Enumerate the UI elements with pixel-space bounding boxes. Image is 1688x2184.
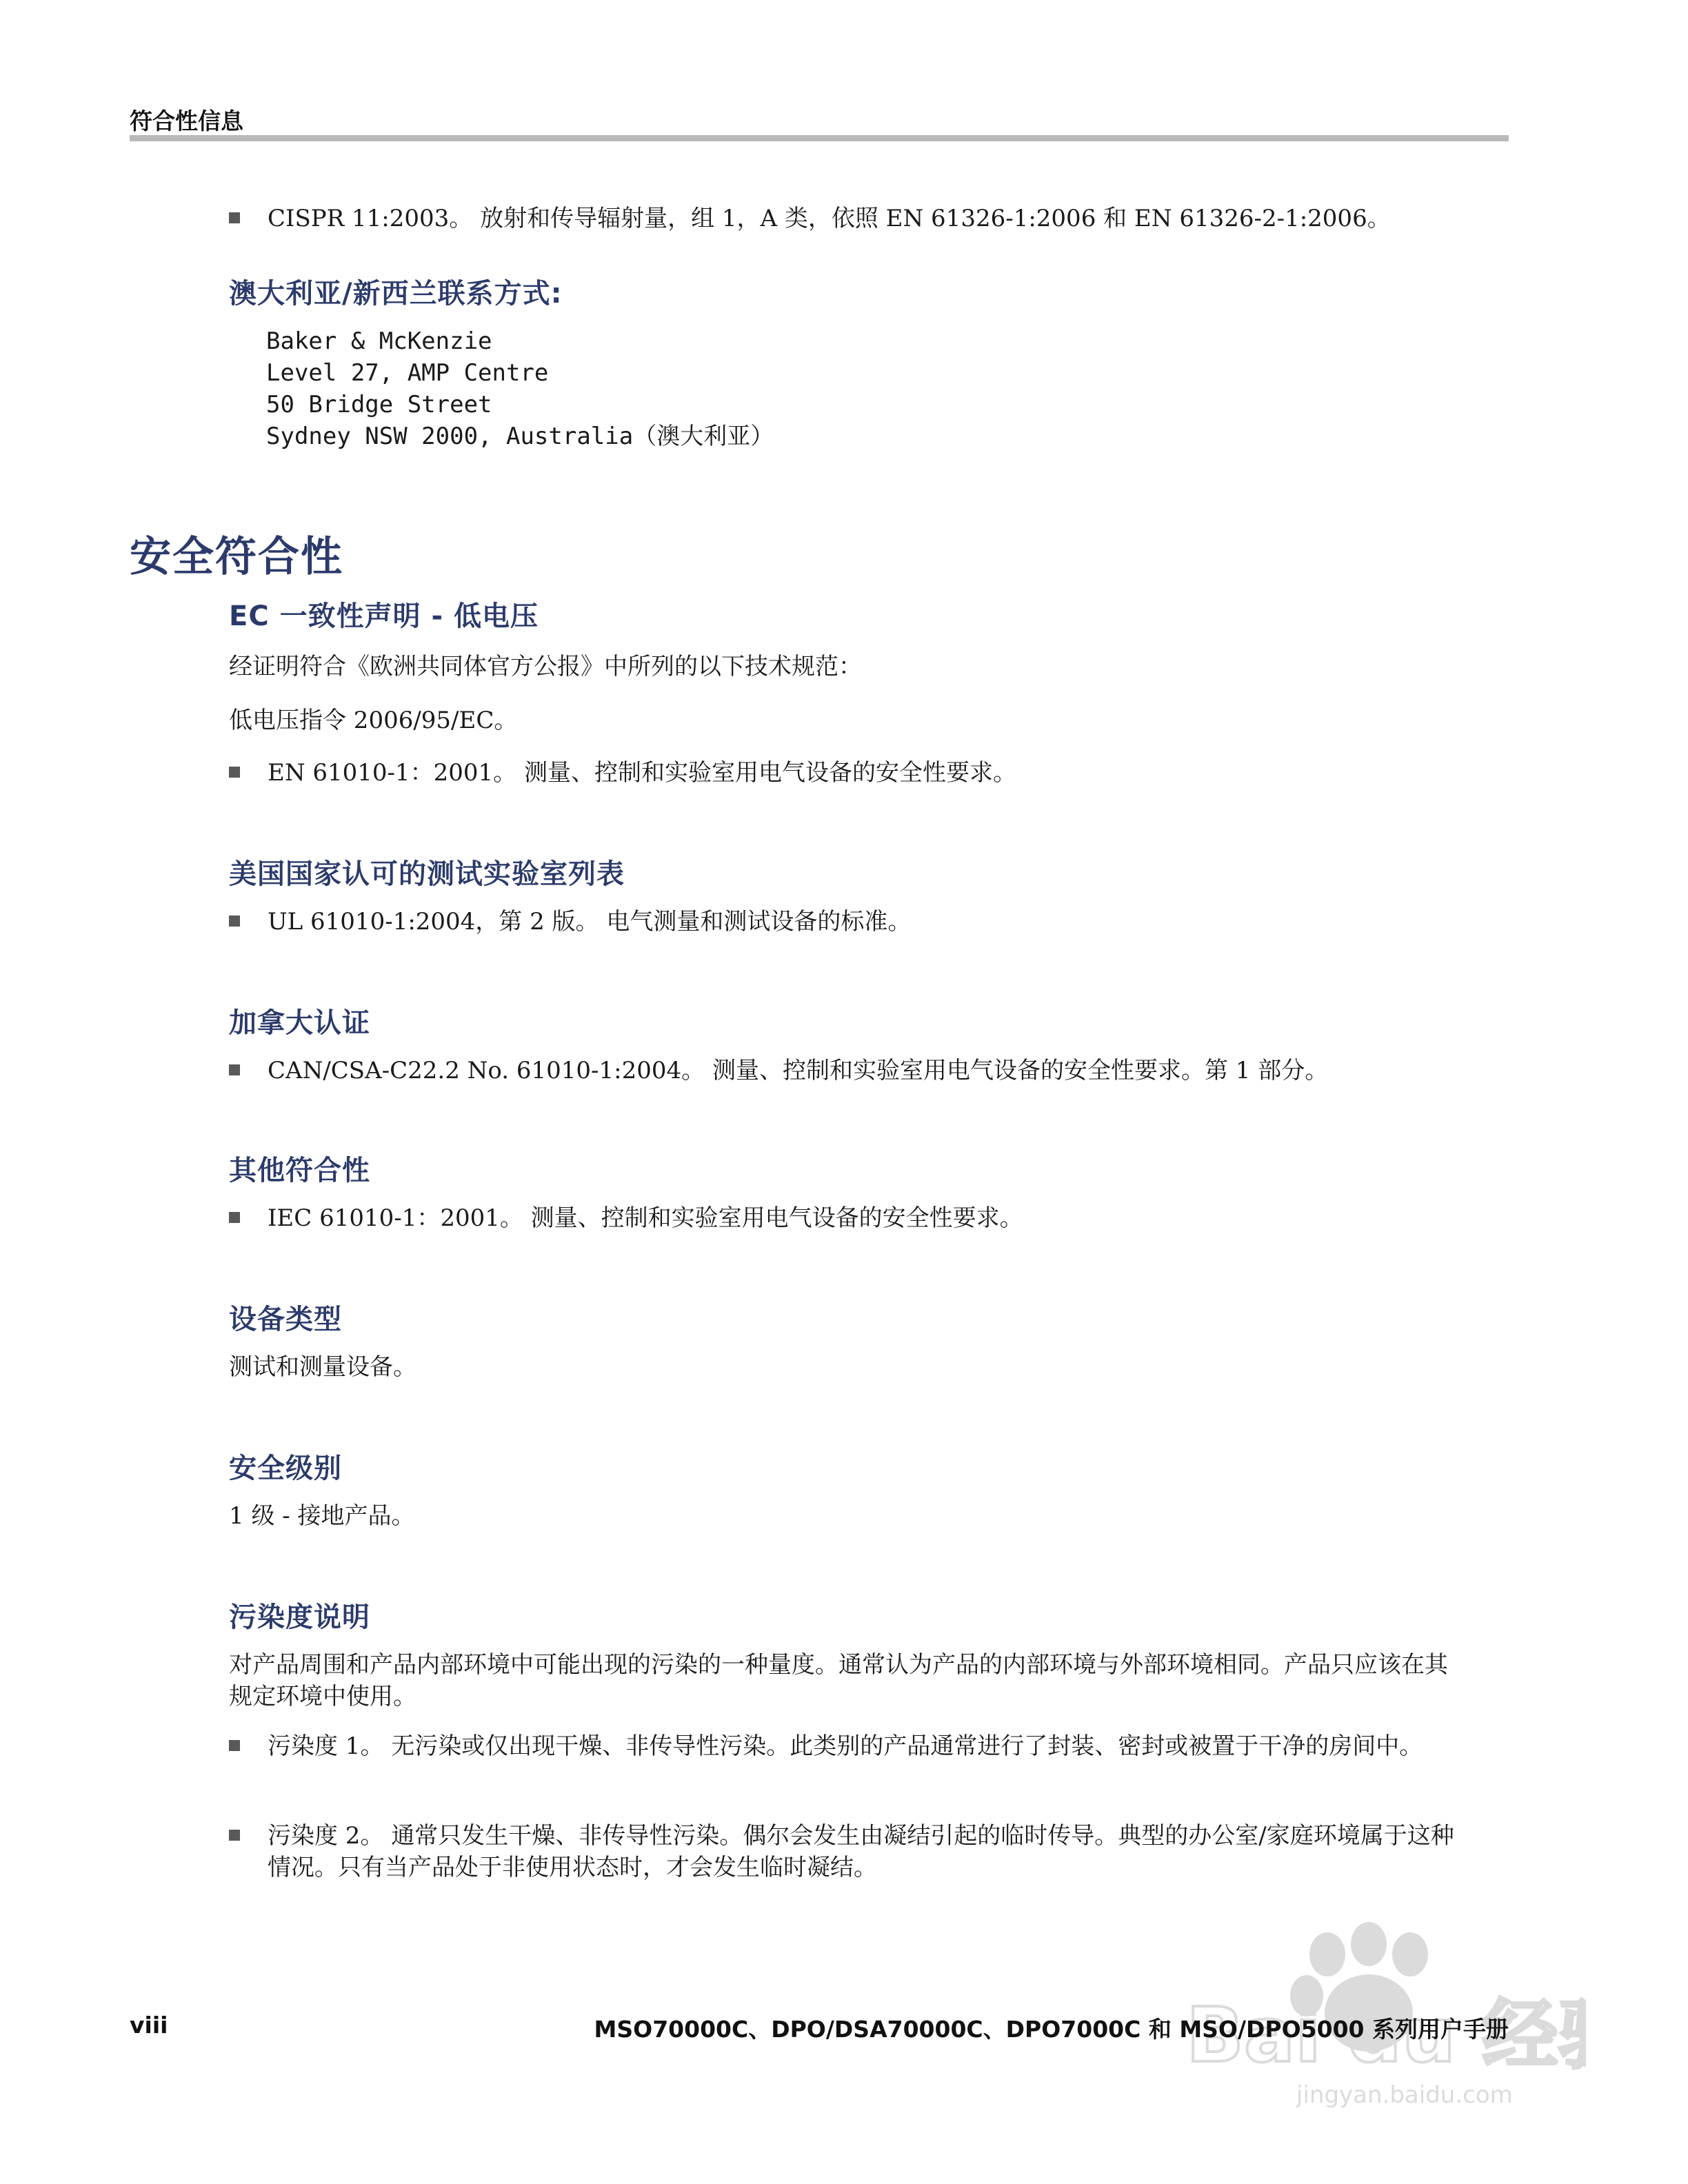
bullet-square (229, 212, 240, 223)
bullet-text: IEC 61010-1：2001。 测量、控制和实验室用电气设备的安全性要求。 (268, 1204, 1023, 1232)
bullet-text: 污染度 1。 无污染或仅出现干燥、非传导性污染。此类别的产品通常进行了封装、密封或被置于干净的房间中。 (268, 1732, 1423, 1760)
list-item (229, 1202, 1470, 1234)
other-heading: 其他符合性 (229, 1155, 370, 1186)
bullet-square (229, 1740, 240, 1751)
ec-directive: 低电压指令 2006/95/EC。 (229, 707, 518, 734)
bullet-square (229, 767, 240, 778)
bullet-square (229, 1212, 240, 1223)
page-header: 符合性信息 (130, 108, 243, 134)
pollution-text: 对产品周围和产品内部环境中可能出现的污染的一种量度。通常认为产品的内部环境与外部环境相同。产品只应该在其规定环境中使用。 (229, 1651, 1448, 1710)
bullet-square (229, 1064, 240, 1075)
address-line: Level 27, AMP Centre (266, 359, 549, 387)
ec-heading: EC 一致性声明 - 低电压 (229, 600, 539, 632)
class-heading: 安全级别 (229, 1453, 342, 1484)
type-text: 测试和测量设备。 (229, 1353, 416, 1381)
canada-heading: 加拿大认证 (229, 1007, 370, 1039)
pollution-heading: 污染度说明 (229, 1601, 370, 1633)
ec-intro: 经证明符合《欧洲共同体官方公报》中所列的以下技术规范： (229, 653, 862, 680)
bullet-text: UL 61010-1:2004，第 2 版。 电气测量和测试设备的标准。 (268, 908, 912, 936)
baidu-watermark (1172, 1903, 1586, 2110)
bullet-square (229, 1830, 240, 1841)
bullet-text: CISPR 11:2003。 放射和传导辐射量，组 1，A 类，依照 EN 61326-1:2006 和 EN 61326-2-1:2006。 (268, 205, 1391, 232)
us-heading: 美国国家认可的测试实验室列表 (229, 858, 625, 890)
australia-heading: 澳大利亚/新西兰联系方式: (229, 278, 563, 310)
bullet-text: 污染度 2。 通常只发生干燥、非传导性污染。偶尔会发生由凝结引起的临时传导。典型的办公室/家庭环境属于这种情况。只有当产品处于非使用状态时，才会发生临时凝结。 (268, 1822, 1454, 1881)
section-title: 安全符合性 (130, 533, 343, 581)
watermark-subtext: jingyan.baidu.com (1296, 2081, 1513, 2109)
header-rule (130, 135, 1509, 141)
address-line: 50 Bridge Street (266, 391, 492, 418)
list-item (229, 906, 1470, 938)
list-item (229, 757, 1470, 789)
list-item (229, 1820, 1470, 1883)
manual-title: MSO70000C、DPO/DSA70000C、DPO7000C 和 MSO/DPO5000 系列用户手册 (594, 2016, 1509, 2043)
bullet-square (229, 916, 240, 927)
address-line: Baker & McKenzie (266, 327, 492, 355)
list-item (229, 1055, 1470, 1086)
bullet-text: CAN/CSA-C22.2 No. 61010-1:2004。 测量、控制和实验室用电气设备的安全性要求。第 1 部分。 (268, 1057, 1329, 1084)
list-item (229, 203, 1470, 234)
list-item (229, 1730, 1470, 1762)
page-number: viii (130, 2012, 168, 2039)
bullet-text: EN 61010-1：2001。 测量、控制和实验室用电气设备的安全性要求。 (268, 759, 1016, 787)
class-text: 1 级 - 接地产品。 (229, 1502, 415, 1530)
watermark-text: Bai du 经 (1186, 1991, 1558, 2079)
type-heading: 设备类型 (229, 1304, 342, 1335)
address-line: Sydney NSW 2000, Australia（澳大利亚） (266, 423, 774, 450)
